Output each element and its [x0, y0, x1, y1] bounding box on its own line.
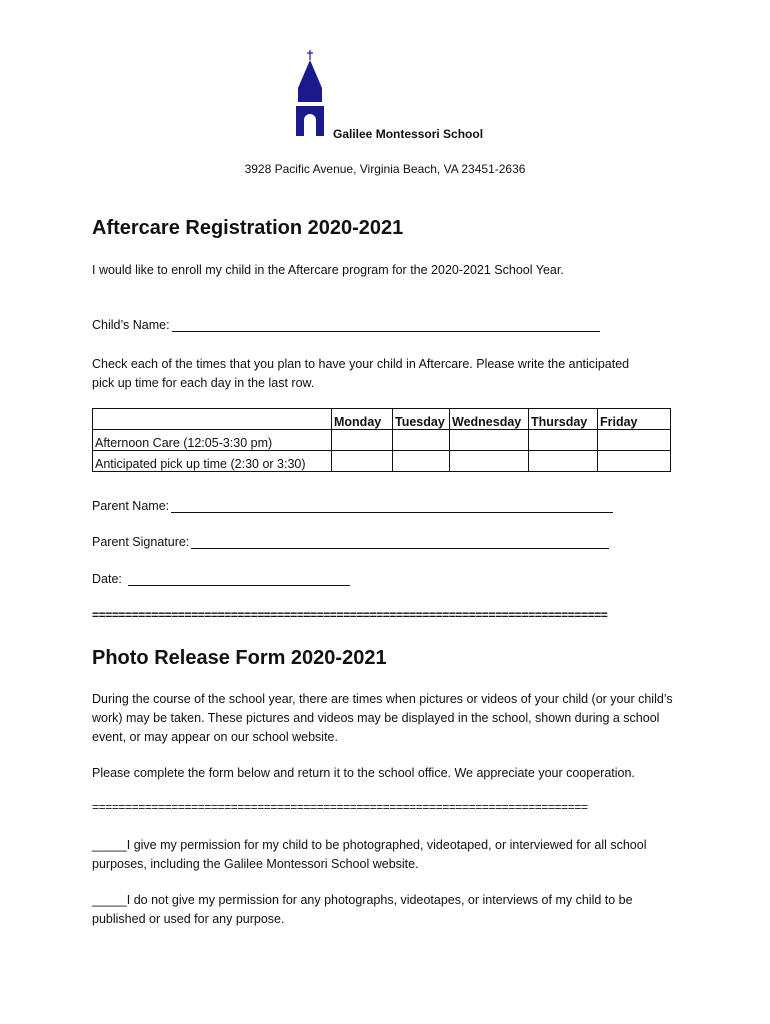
photo-release-paragraph: During the course of the school year, there are times when pictures or videos of your child (or your child’s work) may be taken. These pictures and videos may be displayed in the school, shown during a school event, or may appear on our school website.: [92, 692, 673, 744]
checkbox-cell-monday[interactable]: [332, 430, 393, 451]
table-row: [93, 451, 671, 472]
pickup-cell-friday[interactable]: [598, 451, 671, 472]
parent-signature-field[interactable]: [92, 534, 609, 549]
aftercare-intro: I would like to enroll my child in the Aftercare program for the 2020-2021 School Year.: [92, 263, 564, 277]
table-row: [93, 430, 671, 451]
photo-release-title: Photo Release Form 2020-2021: [92, 647, 387, 669]
table-header-row: [93, 409, 671, 430]
pickup-cell-monday[interactable]: [332, 451, 393, 472]
column-monday: Monday: [332, 409, 393, 430]
date-line[interactable]: [128, 571, 350, 586]
pickup-cell-thursday[interactable]: [529, 451, 598, 472]
column-wednesday: Wednesday: [450, 409, 529, 430]
date-label: Date:: [92, 572, 122, 586]
section-separator: ==============================================================================: [92, 608, 608, 622]
photo-release-separator: ===========================================================================: [92, 800, 588, 814]
aftercare-times-table: [92, 408, 671, 472]
row-label-afternoon-care: Afternoon Care (12:05-3:30 pm): [93, 430, 332, 451]
photo-release-instructions: Please complete the form below and return it to the school office. We appreciate your cooperation.: [92, 766, 635, 780]
checkbox-cell-wednesday[interactable]: [450, 430, 529, 451]
pickup-cell-wednesday[interactable]: [450, 451, 529, 472]
checkbox-cell-thursday[interactable]: [529, 430, 598, 451]
date-field[interactable]: [92, 571, 350, 586]
school-logo: [290, 48, 330, 138]
school-address: 3928 Pacific Avenue, Virginia Beach, VA 23451-2636: [244, 162, 526, 176]
column-thursday: Thursday: [529, 409, 598, 430]
checkbox-cell-friday[interactable]: [598, 430, 671, 451]
permission-give-option[interactable]: _____I give my permission for my child to be photographed, videotaped, or interviewed for all school purposes, including the Galilee Montessori School website.: [92, 838, 647, 871]
checkbox-cell-tuesday[interactable]: [393, 430, 450, 451]
parent-signature-label: Parent Signature:: [92, 535, 190, 549]
aftercare-title: Aftercare Registration 2020-2021: [92, 217, 404, 239]
permission-deny-option[interactable]: _____I do not give my permission for any photographs, videotapes, or interviews of my child to be published or used for any purpose.: [92, 893, 633, 926]
parent-name-line[interactable]: [171, 498, 613, 513]
child-name-field[interactable]: [92, 317, 600, 332]
column-friday: Friday: [598, 409, 671, 430]
child-name-label: Child’s Name:: [92, 318, 170, 332]
parent-signature-line[interactable]: [191, 534, 609, 549]
table-corner-cell: [93, 409, 332, 430]
aftercare-instructions: Check each of the times that you plan to have your child in Aftercare. Please write the anticipated pick up time for each day in the last row.: [92, 357, 630, 390]
column-tuesday: Tuesday: [393, 409, 450, 430]
parent-name-label: Parent Name:: [92, 499, 170, 513]
school-name: Galilee Montessori School: [333, 127, 484, 141]
parent-name-field[interactable]: [92, 498, 613, 513]
row-label-pickup-time: Anticipated pick up time (2:30 or 3:30): [93, 451, 332, 472]
pickup-cell-tuesday[interactable]: [393, 451, 450, 472]
child-name-line[interactable]: [172, 317, 600, 332]
